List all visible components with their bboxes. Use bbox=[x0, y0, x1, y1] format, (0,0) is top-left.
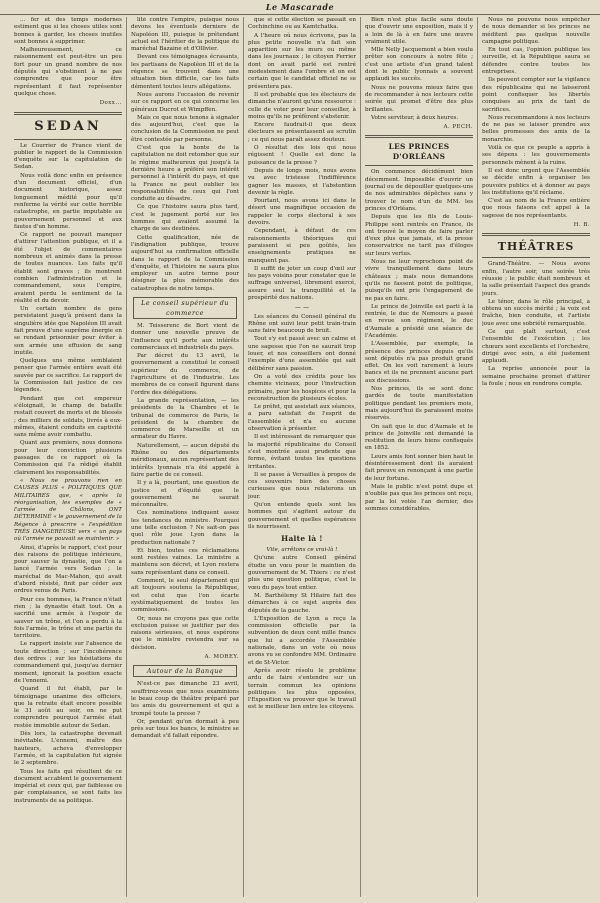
paragraph: Ce que l'histoire saura plus tard, c'est le jugement porté sur les hommes qui avaient assumé la charge de ses destinées. bbox=[131, 204, 239, 233]
paragraph: La reprise annoncée pour la semaine prochaine promet d'attirer la foule ; nous en rendrons compte. bbox=[482, 366, 590, 388]
paragraph: Quant aux premiers, nous donnons pour leur conviction plusieurs passages de ce rapport où la Commission qui l'a rédigé établit clairement les responsabilités. bbox=[14, 440, 122, 476]
paragraph: Nous voilà donc enfin en présence d'un document officiel, d'un document historique, assez longuement médité pour qu'il renferme la vérité sur cette horrible catastrophe, en partie imputable au gouvernement personnel et aux fautes d'un homme. bbox=[14, 172, 122, 230]
paragraph: Or, pendant qu'on dormait à peu près sur tous les bancs, le ministre se demandait s'il fallait répondre. bbox=[131, 718, 239, 740]
paragraph: Depuis que les fils de Louis-Philippe sont rentrés en France, ils ont trouvé le moyen de faire parler d'eux plus que jamais, et la presse conservatrice ne tarit pas d'éloges sur leurs vertus. bbox=[365, 214, 473, 257]
article-heading-princes: LES PRINCES D'ORLÉANS bbox=[388, 142, 450, 162]
paragraph: L'Exposition de Lyon a reçu la commission officielle par la subvention de deux cent mille francs que lui a accordée l'Assemblée nationale, dans un vote où nous avons vu se confondre MM. Ordinaire et de St-Victor. bbox=[248, 615, 356, 666]
paragraph: Le préfet, qui assistait aux séances, a paru satisfait de l'esprit de l'assemblée et n'a eu aucune observation à présenter. bbox=[248, 404, 356, 433]
masthead bbox=[0, 0, 600, 15]
paragraph: N'est-ce pas dimanche 23 avril, souffrirez-vous que nous examinions le beau coup de théâtre préparé par les amis du gouvernement et qui a trompé toute la presse ? bbox=[131, 681, 239, 717]
paragraph: Il est probable que les électeurs de dimanche n'auront qu'une ressource : celle de voter pour leur conseiller, à moins qu'ils ne préfèrent s'abstenir. bbox=[248, 91, 356, 120]
signature: Doxx... bbox=[99, 100, 122, 107]
paragraph: M. Barthélemy St Hilaire fait des démarches à ce sujet auprès des députés de la gauche. bbox=[248, 592, 356, 614]
paragraph: Les séances du Conseil général du Rhône ont suivi leur petit train-train sans faire beaucoup de bruit. bbox=[248, 313, 356, 335]
paragraph: ... fer et des temps modernes estiment que si les choses utiles sont bonnes à garder, les choses inutiles sont bonnes à supprimer. bbox=[14, 17, 122, 45]
paragraph: Comment, le seul département qui ait toujours soutenu la République, est celui que l'on écarte systématiquement de toutes les commissions. bbox=[131, 578, 239, 614]
signature: A. MOREY. bbox=[204, 654, 239, 661]
paragraph: Voilà ce que ce peuple a appris à ses dépens : les gouvernements personnels mènent à la ruine. bbox=[482, 145, 590, 166]
divider bbox=[365, 165, 473, 166]
paragraph: Nous aurons l'occasion de revenir sur ce rapport en ce qui concerne les généraux Ducrot et Wimpffen. bbox=[131, 91, 239, 113]
paragraph: Mlle Nelly Jacquemont a bien voulu prêter son concours à notre fête ; c'est une artiste d'un grand talent dont le public lyonnais a souvent applaudi les succès. bbox=[365, 47, 473, 83]
paragraph: lité contre l'empire, puisque nous devons les éventuels derniers de Napoléon III, puisque le prétendant actuel est l'héritier de la politique du maréchal Bazaine et d'Ollivier. bbox=[131, 17, 239, 53]
paragraph: Grand-Théâtre. — Nous avons enfin, l'autre soir, une soirée très réussie ; le public était nombreux et la salle présentait l'aspect des grands jours. bbox=[482, 261, 590, 297]
divider bbox=[14, 112, 122, 115]
column-3 bbox=[248, 17, 356, 897]
article-heading-banque: Autour de la Banque bbox=[133, 665, 237, 677]
paragraph: Le ténor, dans le rôle principal, a obtenu un succès mérité ; la voix est fraîche, bien conduite, et l'artiste joue avec une sobriété remarquable. bbox=[482, 298, 590, 327]
paragraph: M. Teisserenc de Bort vient de donner une nouvelle preuve de l'influence qu'il porte aux intérêts commerciaux et industriels du pays. bbox=[131, 322, 239, 351]
paragraph: Ce rapport ne pouvait manquer d'attirer l'attention publique, et il a été l'objet de commentaires nombreux et animés dans la presse de toutes nuances. Les faits qu'il établit sont graves ; ils montrent combien l'administration et le commandement, sous l'empire, avaient perdu le sentiment de la réalité et du devoir. bbox=[14, 232, 122, 304]
paragraph: Qu'une autre Conseil général étudie un vœu pour le maintien du gouvernement de M. Thiers : ce n'est plus une question politique, c'est le vœu du pays tout entier. bbox=[248, 555, 356, 591]
paragraph: que si cette élection se passait en Cochinchine ou au Kamtchatka. bbox=[248, 17, 356, 31]
paragraph: Pourtant, nous avons ici dans le désert une magnifique occasion de rappeler le corps électoral à ses devoirs. bbox=[248, 198, 356, 227]
separator: — — bbox=[295, 304, 309, 312]
paragraph: Leurs amis font sonner bien haut le désintéressement dont ils auraient fait preuve en renonçant à une partie de leur fortune. bbox=[365, 453, 473, 482]
paragraph: Il est intéressant de remarquer que la majorité républicaine du Conseil s'est montrée aussi prudente que ferme, évitant toutes les questions irritantes. bbox=[248, 434, 356, 470]
paragraph: Encore faudrait-il que deux électeurs se présentassent au scrutin ; ce qui nous paraît assez douteux. bbox=[248, 122, 356, 143]
paragraph: Pendant que cet empereur s'éloignait, le champ de bataille restait couvert de morts et de blessés ; des milliers de soldats, livrés à eux-mêmes, étaient conduits en captivité sans même avoir combattu. bbox=[14, 395, 122, 439]
paragraph: C'est au nom de la France entière que nous faisons cet appel à la sagesse de nos représentants. bbox=[482, 198, 590, 219]
paragraph: Cette qualification, née de l'indignation publique, trouve aujourd'hui sa confirmation officielle dans le rapport de la Commission d'enquête, et l'histoire ne saura plus employer un autre terme pour désigner la plus mémorable des catastrophes de notre temps. bbox=[131, 234, 239, 292]
column-rule bbox=[477, 17, 478, 897]
paragraph: L'Assemblée, par exemple, la présence des princes depuis qu'ils sont députés n'a pas produit grand effet. On les voit rarement à leurs bancs et ils ne prennent aucune part aux discussions. bbox=[365, 341, 473, 384]
paragraph: Il est donc urgent que l'Assemblée se décide enfin à organiser les pouvoirs publics et à donner au pays les institutions qu'il réclame. bbox=[482, 167, 590, 196]
column-2 bbox=[131, 17, 239, 897]
masthead-title: Le Mascarade bbox=[265, 2, 335, 12]
divider bbox=[365, 135, 473, 138]
signature: H. B. bbox=[573, 222, 590, 229]
paragraph: Nous ne pouvons mieux faire que de recommander à nos lecteurs cette soirée qui promet d'être des plus brillantes. bbox=[365, 84, 473, 113]
paragraph: Par décret du 13 avril, le gouvernement a constitué le conseil supérieur du commerce, de l'agriculture et de l'industrie. Les membres de ce conseil figurent dans l'ordre des délégations. bbox=[131, 353, 239, 396]
paragraph: Tout s'y est passé avec un calme et une sagesse que l'on ne saurait trop louer, et nos conseillers ont donné l'exemple d'une assemblée qui sait délibérer sans passion. bbox=[248, 336, 356, 372]
paragraph: Le Courrier de France vient de publier le rapport de la Commission d'enquête sur la capitulation de Sedan. bbox=[14, 142, 122, 171]
paragraph: Ils peuvent compter sur la vigilance des républicains qui ne laisseront point confisquer les libertés conquises au prix de tant de sacrifices. bbox=[482, 77, 590, 113]
paragraph: Après avoir résolu le problème ardu de faire s'entendre sur un terrain commun les opinions politiques les plus opposées, l'Exposition va prouver que le travail est le meilleur lien entre les citoyens. bbox=[248, 667, 356, 711]
paragraph: Un certain nombre de gens persistaient jusqu'à présent dans la singulière idée que Napoléon III avait fait preuve d'une suprême énergie en se rendant prisonnier pour éviter à son armée une effusion de sang inutile. bbox=[14, 306, 122, 356]
paragraph: Depuis de longs mois, nous avons vu avec tristesse l'indifférence gagner les masses, et l'abstention devenir la règle. bbox=[248, 167, 356, 196]
paragraph: La grande représentation, — les présidents de la Chambre et le tribunal de commerce de Paris, le président de la chambre de commerce de Marseille et un armateur du Havre. bbox=[131, 397, 239, 441]
column-4 bbox=[365, 17, 473, 897]
article-heading-theatres: THÉÂTRES bbox=[497, 240, 575, 254]
paragraph: Bien n'est plus facile sans doute que d'ouvrir une exposition, mais il y a loin de là à en faire une œuvre vraiment utile. bbox=[365, 17, 473, 45]
divider bbox=[482, 233, 590, 236]
paragraph: Et bien, toutes ces réclamations sont restées vaines. Le ministre a maintenu son décret, et Lyon restera sans représentant dans ce conseil. bbox=[131, 547, 239, 576]
paragraph: On sait que le duc d'Aumale et le prince de Joinville ont demandé la restitution de leurs biens confisqués en 1852. bbox=[365, 423, 473, 452]
paragraph: Ces nominations indiquent assez les tendances du ministre. Pourquoi une telle exclusion ? Ne sait-on pas quel rôle joue Lyon dans la production nationale ? bbox=[131, 510, 239, 546]
column-rule bbox=[126, 17, 127, 897]
paragraph: Quand il fut établi, par le témoignage unanime des officiers, que la retraite était encore possible le 31 août au soir, on ne put comprendre pourquoi l'armée était restée immobile autour de Sedan. bbox=[14, 686, 122, 729]
article-heading-sedan: SEDAN bbox=[34, 118, 102, 134]
paragraph: Nous ne leur reprochons point de vivre tranquillement dans leurs châteaux ; mais nous demandons qu'ils ne fassent point de politique, puisqu'ils ont pris l'engagement de ne pas en faire. bbox=[365, 259, 473, 302]
paragraph: Il y a là, pourtant, une question de justice et d'équité que le gouvernement ne saurait méconnaître. bbox=[131, 480, 239, 509]
paragraph: Naturellement, — aucun député du Rhône ou des départements méridionaux, aucun représentant des intérêts lyonnais n'a été appelé à faire partie de ce conseil. bbox=[131, 442, 239, 478]
column-1 bbox=[14, 17, 122, 897]
paragraph: Ainsi, d'après le rapport, c'est pour des raisons de politique intérieure, pour sauver la dynastie, que l'on a lancé l'armée vers Sedan ; le maréchal de Mac-Mahon, qui avait d'abord résisté, finit par céder aux ordres venus de Paris. bbox=[14, 544, 122, 595]
paragraph: Le rapport insiste sur l'absence de toute direction ; sur l'incohérence des ordres ; sur les hésitations du commandement qui, jusqu'au dernier moment, ignorait la position exacte de l'ennemi. bbox=[14, 641, 122, 684]
paragraph: Nos princes, ils se sont donc gardés de toute manifestation politique pendant les premiers mois, mais aujourd'hui ils paraissent moins réservés. bbox=[365, 386, 473, 422]
subheading-line: Vite, arrêtons ce vrai-là ! bbox=[266, 547, 338, 554]
paragraph: Qu'on entende quels sont les hommes qui s'agitent autour du gouvernement et quelles espérances ils nourrissent. bbox=[248, 502, 356, 530]
paragraph: Or, nous ne croyons pas que cette exclusion puisse se justifier par des raisons sérieuses, et nous espérons que le ministre reviendra sur sa décision. bbox=[131, 615, 239, 651]
paragraph: C'est que la honte de la capitulation ne doit retomber que sur le régime malheureux qui jusqu'à la dernière heure a préféré son intérêt personnel à l'intérêt du pays, et que la France ne peut oublier les responsabilités de ceux qui l'ont conduite au désastre. bbox=[131, 145, 239, 203]
paragraph: Il se passe à Versailles à propos de ces souvenirs bien des choses curieuses que nous relaterons un jour. bbox=[248, 471, 356, 500]
paragraph: On commence décidément bien décemment. Impossible d'ouvrir un journal ou de dépouiller quelques-uns de nos admirables dépêches sans y trouver le nom d'un de MM. les princes d'Orléans. bbox=[365, 169, 473, 212]
paragraph: O résultat des lois qui nous régissent ! Quelle est donc la puissance de la presse ? bbox=[248, 145, 356, 166]
paragraph: Dès lors, la catastrophe devenait inévitable. L'ennemi, maître des hauteurs, acheva d'envelopper l'armée, et la capitulation fut signée le 2 septembre. bbox=[14, 731, 122, 767]
paragraph: On a voté des crédits pour les chemins vicinaux, pour l'instruction primaire, pour les hospices et pour la reconstruction de plusieurs écoles. bbox=[248, 373, 356, 402]
divider bbox=[482, 257, 590, 258]
paragraph: Cependant, à défaut de ces raisonnements théoriques qui paraissent si peu goûtés, les enseignements pratiques ne manquent pas. bbox=[248, 228, 356, 264]
subheading: Halte là ! bbox=[281, 534, 323, 544]
paragraph: Nous ne pouvons nous empêcher de nous demander si les princes ne méditent pas quelque nouvelle campagne politique. bbox=[482, 17, 590, 45]
paragraph: En tout cas, l'opinion publique les surveille, et la République saura se défendre contre toutes les entreprises. bbox=[482, 47, 590, 76]
paragraph: Pour ces hommes, la France n'était rien ; la dynastie était tout. On a sacrifié une armée à l'espoir de sauver un trône, et l'on a perdu à la fois l'armée, le trône et une partie du territoire. bbox=[14, 596, 122, 640]
column-rule bbox=[360, 17, 361, 897]
article-heading-conseil: Le conseil supérieur du commerce bbox=[133, 297, 237, 319]
paragraph: Malheureusement, ce raisonnement est peut-être un peu fort pour un grand nombre de nos députés qui s'obstinent à ne pas comprendre que pour être représentant il faut représenter quelque chose. bbox=[14, 47, 122, 97]
paragraph: Il suffit de jeter un coup d'œil sur les pays voisins pour constater que le suffrage universel, librement exercé, assure seul la tranquillité et la prospérité des nations. bbox=[248, 265, 356, 301]
paragraph: Devant ces témoignages écrasants, les partisans de Napoléon III et de la régence se trouvent dans une situation bien difficile, car les faits démentent toutes leurs allégations. bbox=[131, 54, 239, 90]
paragraph: Ce qui plaît surtout, c'est l'ensemble de l'exécution ; les chœurs sont excellents et l'orchestre, dirigé avec soin, a été justement applaudi. bbox=[482, 328, 590, 365]
columns bbox=[14, 17, 590, 897]
paragraph: Mais ce que nous tenons à signaler dès aujourd'hui, c'est que la conclusion de la Commission ne peut être contestée par personne. bbox=[131, 114, 239, 143]
paragraph: Votre serviteur, à deux heures. bbox=[371, 114, 459, 121]
paragraph: A l'heure où nous écrivons, pas la plus petite nouvelle n'a fait son apparition sur les murs ou même dans les journaux ; le citoyen Ferrier dont on avait parlé est rentré modestement dans l'ombre et on est certain que le candidat officiel ne se présentera pas. bbox=[248, 32, 356, 90]
paragraph: Tous les faits qui résultent de ce document accablent le gouvernement impérial et ceux qui, par faiblesse ou par complaisance, se sont faits les instruments de sa politique. bbox=[14, 768, 122, 804]
paragraph: Quelques uns même semblaient penser que l'armée entière avait été sauvée par ce sacrifice. Le rapport de la Commission fait justice de ces légendes. bbox=[14, 358, 122, 394]
paragraph: Le prince de Joinville est parti à la rentrée, le duc de Nemours a passé en revue son régiment, le duc d'Aumale a présidé une séance de l'Académie. bbox=[365, 303, 473, 339]
paragraph: Mais le public n'est point dupe et n'oublie pas que les princes ont reçu, par la loi votée l'an dernier, des sommes considérables. bbox=[365, 483, 473, 512]
column-5 bbox=[482, 17, 590, 897]
divider bbox=[14, 139, 122, 140]
column-rule bbox=[243, 17, 244, 897]
quote-paragraph: « Nous ne prouvons rien en CAUSES PLUS « POLITIQUES QUE MILITAIRES que, « après la réorganisation, les exemples de « l'armée de Châlons, ONT DÉTERMINÉ « le gouvernement de la Régence à prescrire « l'expédition TRÈS DANGEREUSE vers « un pays où l'armée ne pouvait se maintenir. » bbox=[14, 477, 122, 543]
signature: A. PECH. bbox=[443, 124, 473, 131]
paragraph: Nous recommandons à nos lecteurs de ne pas se laisser prendre aux belles promesses des amis de la monarchie. bbox=[482, 114, 590, 143]
